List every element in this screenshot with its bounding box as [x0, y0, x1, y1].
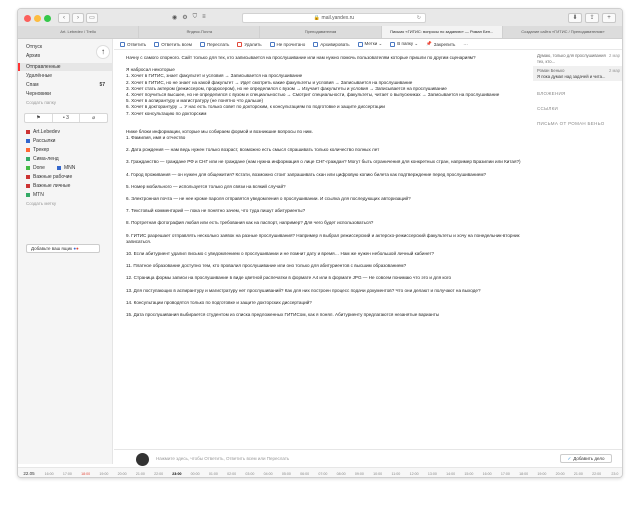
add-mailbox-label: Добавьте ваш ящик — [31, 246, 73, 251]
message-snippet: тех, кто... — [537, 58, 556, 64]
question-item: 10. Если абитуриент удалил письмо с уведомлением о прослушивании и не помнит дату и время… Нам же нужен небольшой личный кабинет? — [126, 251, 435, 257]
scenario-item: 7. Хочет консультацию по докторским — [126, 110, 207, 116]
message-sender: Роман Бенько — [537, 68, 565, 73]
timeline-tick[interactable]: 18:00 — [519, 471, 529, 476]
tab-site-creation[interactable]: Создание сайта «ГИТИС / Преподавателям» — [503, 26, 623, 38]
scroll-up-icon[interactable]: ↑ — [96, 45, 110, 59]
label-mtn[interactable] — [18, 191, 113, 199]
sidebar-item-drafts[interactable]: Черновики — [26, 91, 51, 97]
scenario-item: 5. Хочет в аспирантуру и магистратуру (не понятно что дальше) — [126, 98, 263, 104]
thread-panel — [533, 51, 623, 151]
question-item: 7. Текстовый комментарий — пока не понятно зачем, что туда пишут абитуриенты? — [126, 208, 306, 214]
unread-filter-button[interactable]: • 3 — [53, 114, 81, 122]
thread-message-previous[interactable] — [533, 51, 623, 66]
browser-right-buttons — [568, 13, 616, 23]
label-text: Важные личные — [33, 183, 71, 189]
reply-all-label: Ответить всем — [161, 41, 192, 47]
label-simaland[interactable] — [18, 155, 113, 163]
links-heading[interactable]: ССЫЛКИ — [537, 106, 559, 111]
label-tools — [24, 113, 108, 123]
nav-buttons — [58, 13, 98, 23]
attachment-icon[interactable]: ⌀ — [92, 115, 96, 121]
reply-button[interactable] — [120, 42, 146, 47]
delete-label: Удалить — [244, 41, 262, 47]
label-newsletters[interactable] — [18, 137, 113, 145]
timeline-tick[interactable]: 16:00 — [482, 471, 492, 476]
timeline-tick[interactable]: 00:00 — [190, 471, 200, 476]
timeline-tick[interactable]: 21:00 — [135, 471, 145, 476]
label-text: Done — [33, 165, 45, 171]
label-text: Трекер — [33, 147, 50, 153]
label-important-personal[interactable] — [18, 182, 113, 190]
question-item: 5. Номер мобильного — используется только для связи на всякий случай? — [126, 183, 286, 189]
avatar — [136, 453, 149, 466]
browser-extension-icons — [172, 14, 206, 21]
tab-yandex-mail[interactable]: Яндекс.Почта — [139, 26, 260, 38]
attachments-heading[interactable]: ВЛОЖЕНИЯ — [537, 91, 566, 96]
create-label-link[interactable]: Создать метку — [26, 201, 57, 206]
timeline-tick[interactable]: 08:00 — [336, 471, 346, 476]
label-text: MNN — [63, 165, 76, 171]
scenario-item: 1. Хочет в ГИТИС, знает факультет и условия → Записывается на прослушивание — [126, 73, 303, 79]
scenarios-title: Я набросал некоторые — [126, 67, 175, 73]
mail-sidebar — [18, 39, 113, 464]
archive-button[interactable] — [313, 42, 349, 47]
close-window-button[interactable] — [24, 15, 31, 22]
question-item: 11. Платное образование доступно тем, кто провалил прослушивание или оно только для абитуриентов с высшим образованием? — [126, 263, 407, 269]
scenario-item: 3. Хочет стать актером (режиссером, продюсером), но не определился с вузом → Изучает факультеты и условия → Записывается на прослушивание — [126, 85, 447, 91]
shield-icon[interactable]: ⛉ — [192, 14, 198, 20]
letters-from-sender-heading[interactable]: ПИСЬМА ОТ РОМАН БЕНЬО — [537, 121, 605, 126]
timeline-tick[interactable]: 14:00 — [446, 471, 456, 476]
question-item: 15. Дата прослушивания выбирается студентом из списка предложенных ГИТИСом, как я понял. Абитуриенту предлагаются незанятые варианты — [126, 312, 440, 318]
message-date: 2 мар — [608, 53, 620, 58]
timeline-tick[interactable]: 19:00 — [99, 471, 109, 476]
question-item: 1. Фамилия, имя и отчество — [126, 135, 186, 141]
reply-all-button[interactable] — [154, 42, 192, 47]
reply-all-icon — [154, 42, 159, 47]
timeline-tick[interactable]: 18:00 — [81, 471, 91, 476]
label-color-icon — [26, 193, 30, 197]
sidebar-item-deleted[interactable]: Удалённые — [26, 73, 53, 79]
label-color-icon — [26, 157, 30, 161]
forward-icon — [200, 42, 205, 47]
question-item: 9. ГИТИС разрешает отправлять несколько заявок на разные прослушивания? Например я выбрал режиссерский и актерско-режиссерский факультеты и хочу на понедельник-вторник записаться. — [126, 232, 520, 244]
archive-icon — [313, 42, 318, 47]
mail-provider-icon: ● — [76, 246, 79, 251]
browser-window — [17, 8, 623, 478]
message-date: 2 мар — [608, 68, 620, 73]
timeline-tick[interactable]: 22:00 — [154, 471, 164, 476]
label-text: MTN — [33, 192, 44, 198]
flag-icon[interactable]: ⚑ — [25, 114, 53, 122]
timeline-tick[interactable]: 02:00 — [227, 471, 237, 476]
letter-intro: Начну с самого спорного. Сайт только для тех, кто записывается на прослушивание или нам нужно помочь пользователям которые пришли по другим сценариям? — [126, 55, 476, 60]
labels-label: Метки ⌄ — [364, 41, 383, 46]
timeline-date: 22.05 — [23, 471, 35, 476]
sidebar-item-spam[interactable] — [18, 81, 113, 89]
forward-button[interactable] — [200, 42, 229, 47]
label-artlebedev[interactable] — [18, 128, 113, 136]
timeline-tick[interactable]: 23:0 — [611, 471, 619, 476]
timeline-tick[interactable]: 06:00 — [300, 471, 310, 476]
label-done[interactable] — [18, 164, 113, 172]
move-folder-label: В папку ⌄ — [397, 41, 419, 46]
timeline-tick[interactable]: 17:00 — [500, 471, 510, 476]
label-tracker[interactable] — [18, 146, 113, 154]
reload-icon[interactable]: ↻ — [416, 15, 421, 21]
reader-icon[interactable]: ≡ — [202, 14, 206, 20]
label-text: Рассылки — [33, 138, 56, 144]
sidebar-item-archive[interactable]: Архив — [26, 53, 41, 59]
extension-icon[interactable]: ◉ — [172, 15, 178, 21]
share-icon[interactable]: ⇪ — [585, 13, 599, 23]
maximize-window-button[interactable] — [44, 15, 51, 22]
sidebar-item-vacation[interactable]: Отпуск — [26, 44, 43, 50]
download-icon[interactable]: ⬇ — [568, 13, 582, 23]
label-color-icon — [26, 175, 30, 179]
timeline-tick[interactable]: 05:00 — [281, 471, 291, 476]
tab-trello[interactable]: Art. Lebedev / Trello — [18, 26, 139, 38]
pin-icon: 📌 — [426, 41, 432, 46]
quick-reply-input[interactable]: Нажмите здесь, чтобы Ответить, Ответить всем или Переслать — [156, 456, 290, 461]
question-item: 6. Электронная почта — не нее кроме пароля отправятся уведомления о прослушивании. И ссылка для последующих авторизаций? — [126, 196, 411, 202]
label-important-work[interactable] — [18, 173, 113, 181]
timeline-tick[interactable]: 15:00 — [464, 471, 474, 476]
timeline-tick[interactable]: 20:00 — [555, 471, 565, 476]
tag-icon — [358, 42, 363, 47]
sidebar-toggle-icon[interactable]: ▭ — [86, 13, 98, 23]
timeline-tick[interactable]: 19:00 — [537, 471, 547, 476]
question-item: 13. Для поступающих в аспирантуру и магистратуру нет прослушиваний? Как для них построен процесс подачи документов? Что они делают и получают на выходе? — [126, 287, 481, 293]
folder-icon — [390, 42, 395, 47]
timeline-tick[interactable]: 09:00 — [354, 471, 364, 476]
timeline-tick[interactable]: 20:00 — [117, 471, 127, 476]
timeline-tick[interactable]: 04:00 — [263, 471, 273, 476]
add-mailbox-button[interactable] — [26, 244, 100, 253]
forward-label: Переслать — [206, 41, 230, 47]
pin-label: Закрепить — [433, 41, 456, 47]
more-button[interactable]: ··· — [463, 41, 468, 47]
delete-button[interactable] — [237, 42, 261, 47]
question-item: 8. Портретная фотография любая или есть требования как на паспорт, например? Для чего будет использоваться? — [126, 220, 374, 226]
label-color-icon — [26, 184, 30, 188]
tab-strip — [18, 26, 623, 38]
scenario-item: 4. Хочет поучиться высшее, но не определился с вузом и специальностью → Смотрит специальности, факультеты, читает о выпускниках → Записывается на прослушивание — [126, 92, 500, 98]
scenario-item: 6. Хочет в докторантуру → У нас есть только совет по докторским, к консультациям по подготовке и защите диссертации — [126, 104, 385, 110]
timeline-tick[interactable]: 03:00 — [245, 471, 255, 476]
envelope-icon — [270, 42, 275, 47]
pin-button[interactable] — [426, 41, 455, 47]
sidebar-item-sent[interactable]: Отправленные — [18, 63, 113, 71]
gear-icon[interactable]: ⚙ — [182, 15, 188, 21]
reply-icon — [120, 42, 125, 47]
message-snippet: Думаю, только для прослушивания — [537, 53, 606, 58]
mark-unread-button[interactable] — [270, 42, 306, 47]
timeline-tick[interactable]: 10:00 — [373, 471, 383, 476]
sidebar-item-label: Спам — [26, 82, 39, 88]
quick-reply-bar — [114, 449, 623, 467]
move-folder-dropdown[interactable] — [390, 41, 418, 47]
timeline-bar — [18, 467, 623, 478]
timeline-tick[interactable]: 21:00 — [573, 471, 583, 476]
label-color-icon — [26, 166, 30, 170]
timeline-tick[interactable]: 13:00 — [427, 471, 437, 476]
timeline-tick[interactable]: 17:00 — [62, 471, 72, 476]
label-text: Сима-ленд — [33, 156, 59, 162]
new-tab-icon[interactable]: + — [602, 13, 616, 23]
blocks-title: Ниже блоки информации, которые мы собираем формой и возникшие вопросы по ним. — [126, 128, 313, 134]
forward-arrow-icon[interactable]: › — [72, 13, 84, 23]
mark-unread-label: Не прочитано — [276, 41, 306, 47]
address-bar[interactable] — [242, 13, 426, 23]
tab-teachers[interactable]: Преподавателям — [260, 26, 381, 38]
spam-count: 57 — [99, 82, 105, 88]
scenario-item: 2. Хочет в ГИТИС, но не знает на какой факультет → Идет смотреть какие факультеты и условия → Записывается на прослушивание — [126, 79, 413, 85]
reply-label: Ответить — [127, 41, 147, 47]
back-arrow-icon[interactable]: ‹ — [58, 13, 70, 23]
label-text: Важные рабочие — [33, 174, 73, 180]
create-folder-link[interactable]: Создать папку — [26, 100, 56, 105]
timeline-tick[interactable]: 01:00 — [208, 471, 218, 476]
timeline-tick[interactable]: 22:00 — [592, 471, 602, 476]
tab-letter[interactable]: Письмо «ГИТИС: вопросы по заданию» — Роман Бен... — [382, 26, 503, 38]
timeline-tick[interactable]: 07:00 — [318, 471, 328, 476]
lock-icon: 🔒 — [313, 15, 321, 21]
question-item: 2. Дата рождения — нам ведь нужен только возраст, возможно есть смысл спрашивать только количество полных лет — [126, 147, 380, 153]
question-item: 3. Гражданство — граждане РФ и СНГ или не граждане (нам нужна информация о лице СНГ-граждан? Могут быть ограничения для конкретных стран, например Бразилии или Китая?) — [126, 159, 521, 165]
thread-message-current[interactable] — [533, 66, 623, 81]
question-item: 14. Консультации проводятся только по подготовке и защите докторских диссертаций? — [126, 299, 312, 305]
timeline-tick-current[interactable]: 23:00 — [172, 471, 182, 476]
label-color-icon — [26, 148, 30, 152]
letter-body — [126, 55, 526, 449]
timeline-tick[interactable]: 16:00 — [44, 471, 54, 476]
label-text: Art.Lebedev — [33, 129, 60, 135]
minimize-window-button[interactable] — [34, 15, 41, 22]
address-text: mail.yandex.ru — [321, 15, 355, 21]
timeline-tick[interactable]: 11:00 — [391, 471, 401, 476]
mail-provider-icon: ● — [73, 246, 77, 251]
question-item: 12. Страница формы записи на прослушивание в виде цветной распечатки в формате А4 или в формате JPG — Не совсем понимаю что это и для кого — [126, 275, 452, 281]
message-toolbar — [114, 39, 623, 50]
message-snippet: Я пока думал над задачей и чита... — [537, 73, 606, 79]
timeline-tick[interactable]: 12:00 — [409, 471, 419, 476]
trash-icon — [237, 42, 242, 47]
add-case-button[interactable]: ✓ Добавить дело — [560, 454, 612, 463]
label-color-icon — [26, 139, 30, 143]
browser-chrome — [18, 9, 623, 39]
question-item: 4. Город проживания — он нужен для общежития? Кстати, возможно стоит запрашивать скан или цифровую копию билета как подтверждение перед прослушиванием? — [126, 171, 487, 177]
label-color-icon — [26, 130, 30, 134]
labels-dropdown[interactable] — [358, 41, 383, 47]
archive-label: Архивировать — [320, 41, 350, 47]
window-controls — [24, 15, 51, 22]
label-color-icon — [57, 166, 61, 170]
